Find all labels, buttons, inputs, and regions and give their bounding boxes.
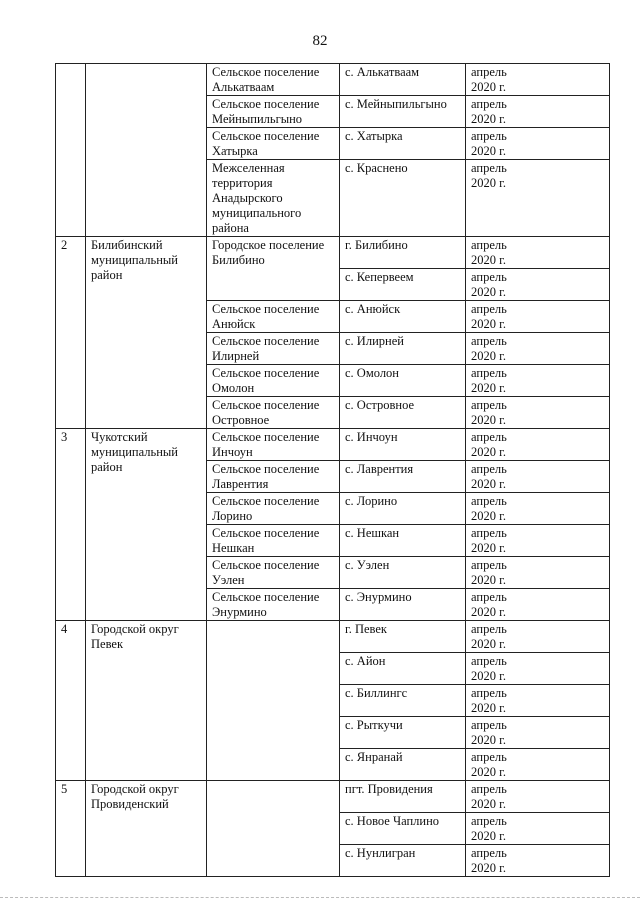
table-row xyxy=(56,64,610,96)
locality-cell-line: г. Билибино xyxy=(345,238,408,252)
date-cell-line: 2020 г. xyxy=(471,381,506,395)
locality-cell-line: с. Мейныпильгыно xyxy=(345,97,447,111)
date-cell-line: 2020 г. xyxy=(471,733,506,747)
locality-cell xyxy=(340,237,466,269)
locality-cell-line: с. Илирней xyxy=(345,334,404,348)
settlement-cell-line: Сельское поселение xyxy=(212,590,320,604)
settlement-cell xyxy=(207,557,340,589)
district-cell-line: район xyxy=(91,460,123,474)
settlement-cell-line: Алькатваам xyxy=(212,80,275,94)
date-cell xyxy=(466,237,610,269)
date-cell-line: апрель xyxy=(471,302,507,316)
locality-cell-line: с. Лорино xyxy=(345,494,398,508)
locality-cell xyxy=(340,301,466,333)
date-cell-line: 2020 г. xyxy=(471,80,506,94)
settlement-cell xyxy=(207,461,340,493)
row-number-cell: 5 xyxy=(56,781,86,877)
settlement-cell xyxy=(207,160,340,237)
row-number-cell xyxy=(56,64,86,237)
locality-cell-line: с. Нешкан xyxy=(345,526,400,540)
district-cell-line: Билибинский xyxy=(91,238,163,252)
date-cell-line: 2020 г. xyxy=(471,765,506,779)
date-cell xyxy=(466,685,610,717)
locality-cell xyxy=(340,397,466,429)
locality-cell xyxy=(340,429,466,461)
date-cell xyxy=(466,301,610,333)
date-cell-line: апрель xyxy=(471,161,507,175)
date-cell xyxy=(466,493,610,525)
locality-cell xyxy=(340,64,466,96)
settlement-cell-line: Хатырка xyxy=(212,144,258,158)
settlement-cell-line: Лорино xyxy=(212,509,253,523)
table-row xyxy=(56,781,610,813)
locality-cell-line: с. Уэлен xyxy=(345,558,390,572)
settlement-cell-line: Анюйск xyxy=(212,317,256,331)
date-cell-line: апрель xyxy=(471,366,507,380)
locality-cell xyxy=(340,685,466,717)
date-cell xyxy=(466,621,610,653)
date-cell-line: апрель xyxy=(471,97,507,111)
date-cell xyxy=(466,525,610,557)
date-cell-line: 2020 г. xyxy=(471,349,506,363)
district-cell xyxy=(86,781,207,877)
date-cell xyxy=(466,333,610,365)
settlement-cell-line: Энурмино xyxy=(212,605,267,619)
date-cell xyxy=(466,813,610,845)
date-cell-line: 2020 г. xyxy=(471,413,506,427)
settlement-cell xyxy=(207,781,340,877)
settlement-cell-line: Сельское поселение xyxy=(212,462,320,476)
settlement-cell-line: Сельское поселение xyxy=(212,97,320,111)
page-number: 82 xyxy=(312,33,328,49)
district-cell xyxy=(86,621,207,781)
date-cell-line: 2020 г. xyxy=(471,176,506,190)
settlement-cell-line: Мейныпильгыно xyxy=(212,112,303,126)
locality-cell-line: г. Певек xyxy=(345,622,387,636)
table-row xyxy=(56,621,610,653)
date-cell xyxy=(466,717,610,749)
settlement-cell xyxy=(207,64,340,96)
district-cell xyxy=(86,429,207,621)
locality-cell-line: с. Омолон xyxy=(345,366,399,380)
date-cell xyxy=(466,589,610,621)
settlement-cell xyxy=(207,365,340,397)
locality-cell xyxy=(340,493,466,525)
date-cell-line: апрель xyxy=(471,814,507,828)
district-cell xyxy=(86,237,207,429)
settlement-cell xyxy=(207,525,340,557)
date-cell-line: апрель xyxy=(471,686,507,700)
settlement-cell xyxy=(207,621,340,781)
date-cell-line: апрель xyxy=(471,129,507,143)
date-cell xyxy=(466,461,610,493)
settlement-cell-line: Сельское поселение xyxy=(212,398,320,412)
locality-cell xyxy=(340,749,466,781)
settlement-cell-line: Билибино xyxy=(212,253,265,267)
date-cell xyxy=(466,781,610,813)
settlement-cell xyxy=(207,429,340,461)
date-cell-line: апрель xyxy=(471,622,507,636)
locality-cell-line: с. Инчоун xyxy=(345,430,398,444)
settlement-cell-line: Межселенная xyxy=(212,161,285,175)
row-number-cell: 4 xyxy=(56,621,86,781)
row-number-cell: 3 xyxy=(56,429,86,621)
settlement-cell-line: Сельское поселение xyxy=(212,129,320,143)
locality-cell-line: с. Алькатваам xyxy=(345,65,420,79)
settlement-cell-line: Уэлен xyxy=(212,573,245,587)
date-cell-line: апрель xyxy=(471,718,507,732)
date-cell-line: апрель xyxy=(471,334,507,348)
settlement-cell xyxy=(207,237,340,301)
locality-cell xyxy=(340,653,466,685)
locality-cell xyxy=(340,589,466,621)
settlement-cell xyxy=(207,333,340,365)
locality-cell-line: с. Хатырка xyxy=(345,129,403,143)
locality-cell-line: с. Лаврентия xyxy=(345,462,414,476)
date-cell-line: апрель xyxy=(471,526,507,540)
date-cell-line: 2020 г. xyxy=(471,509,506,523)
date-cell xyxy=(466,269,610,301)
date-cell-line: апрель xyxy=(471,270,507,284)
locality-cell xyxy=(340,365,466,397)
settlement-cell-line: Сельское поселение xyxy=(212,558,320,572)
row-number-cell: 2 xyxy=(56,237,86,429)
date-cell-line: апрель xyxy=(471,65,507,79)
district-cell-line: Городской округ xyxy=(91,622,179,636)
date-cell-line: апрель xyxy=(471,558,507,572)
locality-cell-line: с. Нунлигран xyxy=(345,846,416,860)
settlement-cell-line: территория xyxy=(212,176,273,190)
locality-cell xyxy=(340,269,466,301)
date-cell-line: 2020 г. xyxy=(471,445,506,459)
settlement-cell-line: Сельское поселение xyxy=(212,334,320,348)
settlement-cell xyxy=(207,128,340,160)
date-cell-line: 2020 г. xyxy=(471,144,506,158)
settlement-cell-line: Нешкан xyxy=(212,541,255,555)
district-cell xyxy=(86,64,207,237)
date-cell-line: апрель xyxy=(471,654,507,668)
locality-cell-line: пгт. Провидения xyxy=(345,782,433,796)
settlement-cell-line: района xyxy=(212,221,249,235)
date-cell-line: 2020 г. xyxy=(471,669,506,683)
settlement-cell-line: Сельское поселение xyxy=(212,302,320,316)
locality-cell xyxy=(340,621,466,653)
locality-cell-line: с. Биллингс xyxy=(345,686,408,700)
locality-cell xyxy=(340,333,466,365)
district-cell-line: Чукотский xyxy=(91,430,148,444)
settlement-cell-line: Островное xyxy=(212,413,270,427)
settlement-cell xyxy=(207,397,340,429)
date-cell-line: 2020 г. xyxy=(471,541,506,555)
date-cell-line: 2020 г. xyxy=(471,701,506,715)
locality-cell xyxy=(340,525,466,557)
date-cell xyxy=(466,365,610,397)
date-cell-line: 2020 г. xyxy=(471,797,506,811)
date-cell xyxy=(466,64,610,96)
district-cell-line: муниципальный xyxy=(91,445,178,459)
table-body xyxy=(56,64,610,877)
date-cell-line: 2020 г. xyxy=(471,637,506,651)
date-cell-line: 2020 г. xyxy=(471,477,506,491)
locality-cell-line: с. Рыткучи xyxy=(345,718,403,732)
date-cell xyxy=(466,128,610,160)
settlement-cell-line: Илирней xyxy=(212,349,260,363)
district-cell-line: Городской округ xyxy=(91,782,179,796)
settlement-cell-line: Сельское поселение xyxy=(212,430,320,444)
date-cell-line: 2020 г. xyxy=(471,605,506,619)
date-cell-line: апрель xyxy=(471,782,507,796)
locality-cell-line: с. Краснено xyxy=(345,161,408,175)
date-cell xyxy=(466,429,610,461)
locality-cell xyxy=(340,96,466,128)
date-cell xyxy=(466,96,610,128)
date-cell-line: апрель xyxy=(471,590,507,604)
locality-cell xyxy=(340,557,466,589)
locality-cell-line: с. Анюйск xyxy=(345,302,401,316)
page-bottom-rule xyxy=(0,897,640,899)
settlement-cell-line: Городское поселение xyxy=(212,238,325,252)
locality-cell xyxy=(340,813,466,845)
locality-cell-line: с. Айон xyxy=(345,654,386,668)
date-cell-line: апрель xyxy=(471,430,507,444)
settlement-cell-line: Сельское поселение xyxy=(212,494,320,508)
localities-table xyxy=(55,63,610,877)
locality-cell-line: с. Энурмино xyxy=(345,590,412,604)
locality-cell xyxy=(340,845,466,877)
date-cell xyxy=(466,749,610,781)
date-cell-line: апрель xyxy=(471,238,507,252)
date-cell-line: 2020 г. xyxy=(471,112,506,126)
settlement-cell xyxy=(207,96,340,128)
date-cell xyxy=(466,845,610,877)
settlement-cell-line: Лаврентия xyxy=(212,477,269,491)
date-cell-line: апрель xyxy=(471,494,507,508)
locality-cell-line: с. Новое Чаплино xyxy=(345,814,440,828)
date-cell-line: 2020 г. xyxy=(471,573,506,587)
locality-cell xyxy=(340,128,466,160)
date-cell xyxy=(466,397,610,429)
locality-cell xyxy=(340,461,466,493)
table-row xyxy=(56,237,610,269)
settlement-cell-line: Инчоун xyxy=(212,445,253,459)
locality-cell xyxy=(340,717,466,749)
district-cell-line: Провиденский xyxy=(91,797,169,811)
settlement-cell xyxy=(207,301,340,333)
date-cell-line: 2020 г. xyxy=(471,317,506,331)
date-cell-line: 2020 г. xyxy=(471,285,506,299)
date-cell xyxy=(466,653,610,685)
district-cell-line: муниципальный xyxy=(91,253,178,267)
date-cell-line: апрель xyxy=(471,398,507,412)
date-cell-line: апрель xyxy=(471,462,507,476)
district-cell-line: район xyxy=(91,268,123,282)
settlement-cell-line: муниципального xyxy=(212,206,302,220)
locality-cell xyxy=(340,781,466,813)
locality-cell-line: с. Янранай xyxy=(345,750,403,764)
date-cell xyxy=(466,557,610,589)
date-cell xyxy=(466,160,610,237)
date-cell-line: апрель xyxy=(471,750,507,764)
date-cell-line: 2020 г. xyxy=(471,829,506,843)
settlement-cell xyxy=(207,493,340,525)
settlement-cell-line: Сельское поселение xyxy=(212,65,320,79)
settlement-cell-line: Анадырского xyxy=(212,191,283,205)
district-cell-line: Певек xyxy=(91,637,124,651)
locality-cell xyxy=(340,160,466,237)
date-cell-line: 2020 г. xyxy=(471,861,506,875)
settlement-cell-line: Омолон xyxy=(212,381,255,395)
locality-cell-line: с. Кепервеем xyxy=(345,270,414,284)
settlement-cell xyxy=(207,589,340,621)
settlement-cell-line: Сельское поселение xyxy=(212,366,320,380)
date-cell-line: апрель xyxy=(471,846,507,860)
locality-cell-line: с. Островное xyxy=(345,398,415,412)
date-cell-line: 2020 г. xyxy=(471,253,506,267)
table-row xyxy=(56,429,610,461)
settlement-cell-line: Сельское поселение xyxy=(212,526,320,540)
